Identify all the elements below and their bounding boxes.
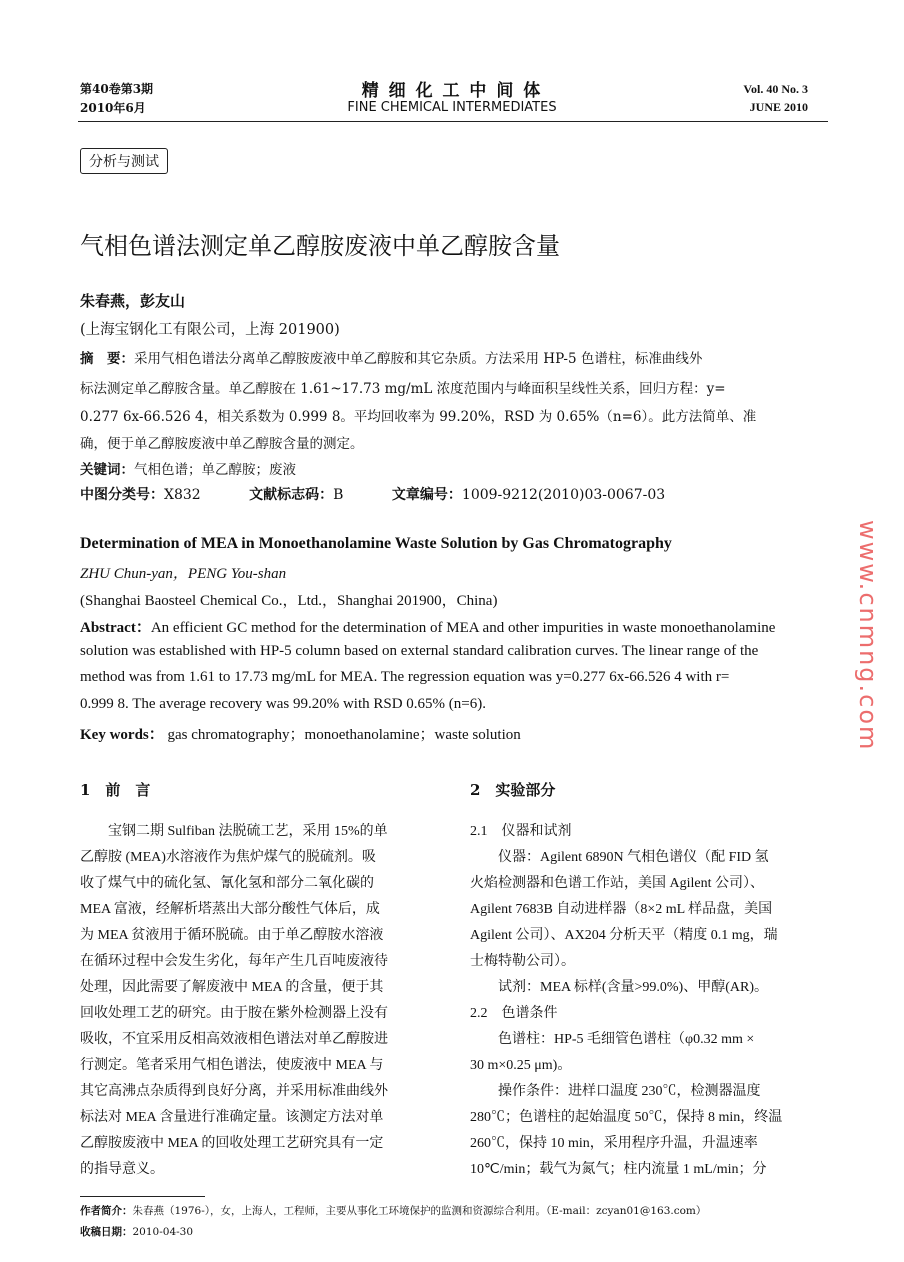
classification (80, 484, 665, 504)
doc-code-value: B (333, 487, 344, 503)
body-line: 为 MEA 贫液用于循环脱硫。由于单乙醇胺水溶液 (80, 928, 384, 943)
body-line: 在循环过程中会发生劣化，每年产生几百吨废液待 (80, 954, 388, 969)
abstract-label: 摘 要： (80, 351, 134, 367)
bio-label: 作者简介： (80, 1205, 133, 1217)
received-value: 2010-04-30 (132, 1226, 194, 1238)
keywords-en (80, 723, 521, 744)
abstract-line: 0.277 6x-66.526 4，相关系数为 0.999 8。平均回收率为 99.20%，RSD 为 0.65%（n=6）。此方法简单、准 (80, 409, 757, 425)
volume-en: Vol. 40 No. 3 (743, 82, 808, 96)
body-line: 30 m×0.25 μm)。 (470, 1058, 572, 1073)
abstract-line: 标法测定单乙醇胺含量。单乙醇胺在 1.61~17.73 mg/mL 浓度范围内与峰面积呈线性关系，回归方程：y= (80, 381, 726, 397)
volume-issue: 第40卷第3期 (80, 82, 154, 96)
body-line: 试剂：MEA 标样(含量>99.0%)、甲醇(AR)。 (470, 980, 768, 995)
affiliation: (上海宝钢化工有限公司，上海 201900) (80, 322, 340, 338)
footnote-rule (80, 1196, 205, 1197)
abstract-en-line: solution was established with HP-5 column based on external standard calibration curves. The linear range of the (80, 643, 759, 659)
clc-label: 中图分类号： (80, 487, 164, 503)
abstract-line: 确，便于单乙醇胺废液中单乙醇胺含量的测定。 (80, 436, 364, 452)
article-no-value: 1009-9212(2010)03-0067-03 (461, 487, 666, 503)
body-line: 火焰检测器和色谱工作站，美国 Agilent 公司）、 (470, 876, 764, 891)
body-line: 其它高沸点杂质得到良好分离，并采用标准曲线外 (80, 1084, 388, 1099)
received-date (80, 1224, 193, 1239)
abstract-en-label: Abstract： (80, 620, 151, 636)
authors-en: ZHU Chun-yan，PENG You-shan (80, 566, 287, 582)
body-line: 回收处理工艺的研究。由于胺在紫外检测器上没有 (80, 1006, 388, 1021)
article-no-label: 文章编号： (391, 487, 462, 503)
issue-date: 2010年6月 (80, 101, 146, 115)
abstract-en-line: An efficient GC method for the determination of MEA and other impurities in waste monoethanolamine (150, 620, 776, 636)
date-en: JUNE 2010 (749, 100, 808, 114)
body-line: 行测定。笔者采用气相色谱法，使废液中 MEA 与 (80, 1058, 384, 1073)
abstract-en-line: 0.999 8. The average recovery was 99.20% with RSD 0.65% (n=6). (80, 696, 487, 712)
body-line: 标法对 MEA 含量进行准确定量。该测定方法对单 (80, 1110, 384, 1125)
body-line: 士梅特勒公司）。 (470, 954, 575, 969)
body-line: 280℃；色谱柱的起始温度 50℃，保持 8 min，终温 (470, 1110, 783, 1125)
section-1-heading: 1 前 言 (80, 781, 151, 799)
body-line: 操作条件：进样口温度 230℃，检测器温度 (470, 1084, 761, 1099)
body-line: 260℃，保持 10 min，采用程序升温，升温速率 (470, 1136, 758, 1151)
doc-code-label: 文献标志码： (249, 487, 334, 503)
body-line: 2.2 色谱条件 (470, 1006, 558, 1021)
body-line: 10℃/min；载气为氮气；柱内流量 1 mL/min；分 (470, 1162, 767, 1177)
body-line: 吸收，不宜采用反相高效液相色谱法对单乙醇胺进 (80, 1032, 388, 1047)
section-2-heading: 2 实验部分 (470, 781, 556, 799)
body-line: 色谱柱：HP-5 毛细管色谱柱（φ0.32 mm × (470, 1032, 755, 1047)
watermark: www.cnmng.com (854, 520, 882, 752)
body-line: 乙醇胺废液中 MEA 的回收处理工艺研究具有一定 (80, 1136, 384, 1151)
header-rule (78, 121, 828, 122)
authors: 朱春燕，彭友山 (80, 292, 186, 310)
abstract-en-line: method was from 1.61 to 17.73 mg/mL for MEA. The regression equation was y=0.277 6x-66.526 4 with r= (80, 669, 730, 685)
body-line: 的指导意义。 (80, 1162, 164, 1177)
body-line: Agilent 公司）、AX204 分析天平（精度 0.1 mg，瑞 (470, 928, 778, 943)
section-tag: 分析与测试 (80, 148, 168, 174)
journal-title-en: FINE CHEMICAL INTERMEDIATES (347, 100, 557, 115)
body-line: Agilent 7683B 自动进样器（8×2 mL 样品盘，美国 (470, 902, 773, 917)
keywords-en-value: gas chromatography；monoethanolamine；waste solution (167, 727, 521, 743)
keywords-value: 气相色谱；单乙醇胺；废液 (134, 462, 296, 478)
paper-title-en: Determination of MEA in Monoethanolamine Waste Solution by Gas Chromatography (80, 535, 672, 552)
body-line: 仪器：Agilent 6890N 气相色谱仪（配 FID 氢 (470, 850, 769, 865)
body-line: 处理，因此需要了解废液中 MEA 的含量，便于其 (80, 980, 384, 995)
body-line: MEA 富液，经解析塔蒸出大部分酸性气体后，成 (80, 902, 380, 917)
bio-text: 朱春燕（1976-），女，上海人，工程师，主要从事化工环境保护的监测和资源综合利用。（E-mail：zcyan01@163.com） (132, 1205, 707, 1217)
body-line: 宝钢二期 Sulfiban 法脱硫工艺，采用 15%的单 (80, 824, 388, 839)
journal-title-cn: 精 细 化 工 中 间 体 (361, 81, 543, 101)
body-line: 2.1 仪器和试剂 (470, 824, 572, 839)
keywords-label: 关键词： (80, 462, 134, 478)
keywords-en-label: Key words： (80, 727, 164, 743)
body-line: 乙醇胺 (MEA)水溶液作为焦炉煤气的脱硫剂。吸 (80, 850, 376, 865)
keywords-cn (80, 458, 296, 478)
author-bio (80, 1203, 706, 1218)
abstract-line: 采用气相色谱法分离单乙醇胺废液中单乙醇胺和其它杂质。方法采用 HP-5 色谱柱，标准曲线外 (134, 351, 703, 367)
affiliation-en: (Shanghai Baosteel Chemical Co.，Ltd.，Shanghai 201900，China) (80, 593, 498, 609)
received-label: 收稿日期： (80, 1226, 133, 1238)
clc-value: X832 (164, 487, 201, 503)
body-line: 收了煤气中的硫化氢、氰化氢和部分二氧化碳的 (80, 876, 374, 891)
paper-title: 气相色谱法测定单乙醇胺废液中单乙醇胺含量 (80, 232, 560, 260)
